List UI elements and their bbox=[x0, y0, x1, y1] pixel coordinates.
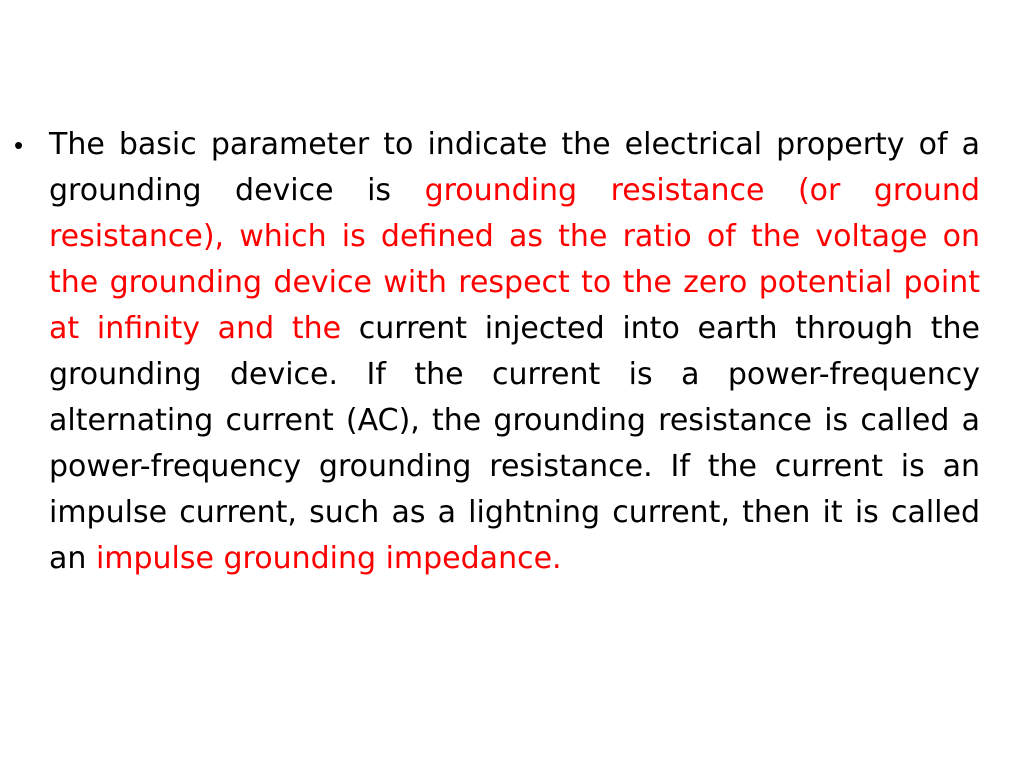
highlight-segment-impulse-impedance: impulse grounding impedance. bbox=[95, 541, 562, 576]
bullet-item bbox=[14, 122, 980, 582]
text-segment-2: current injected into earth through the grounding device. If the current is a power-frequency alternating current (AC), the grounding resistance is called a power-frequency grounding resistance. If the current is an impulse current, such as a lightning current, then it is called an bbox=[49, 311, 980, 576]
text-segment-1: The basic parameter to indicate the electrical property of a grounding device is bbox=[49, 127, 980, 208]
bullet-icon: • bbox=[14, 130, 24, 160]
highlight-segment-grounding-resistance: grounding resistance (or ground resistance), which is defined as the ratio of the voltage on the grounding device with respect to the zero potential point at infinity and the bbox=[49, 173, 980, 346]
bullet-paragraph bbox=[49, 122, 980, 582]
